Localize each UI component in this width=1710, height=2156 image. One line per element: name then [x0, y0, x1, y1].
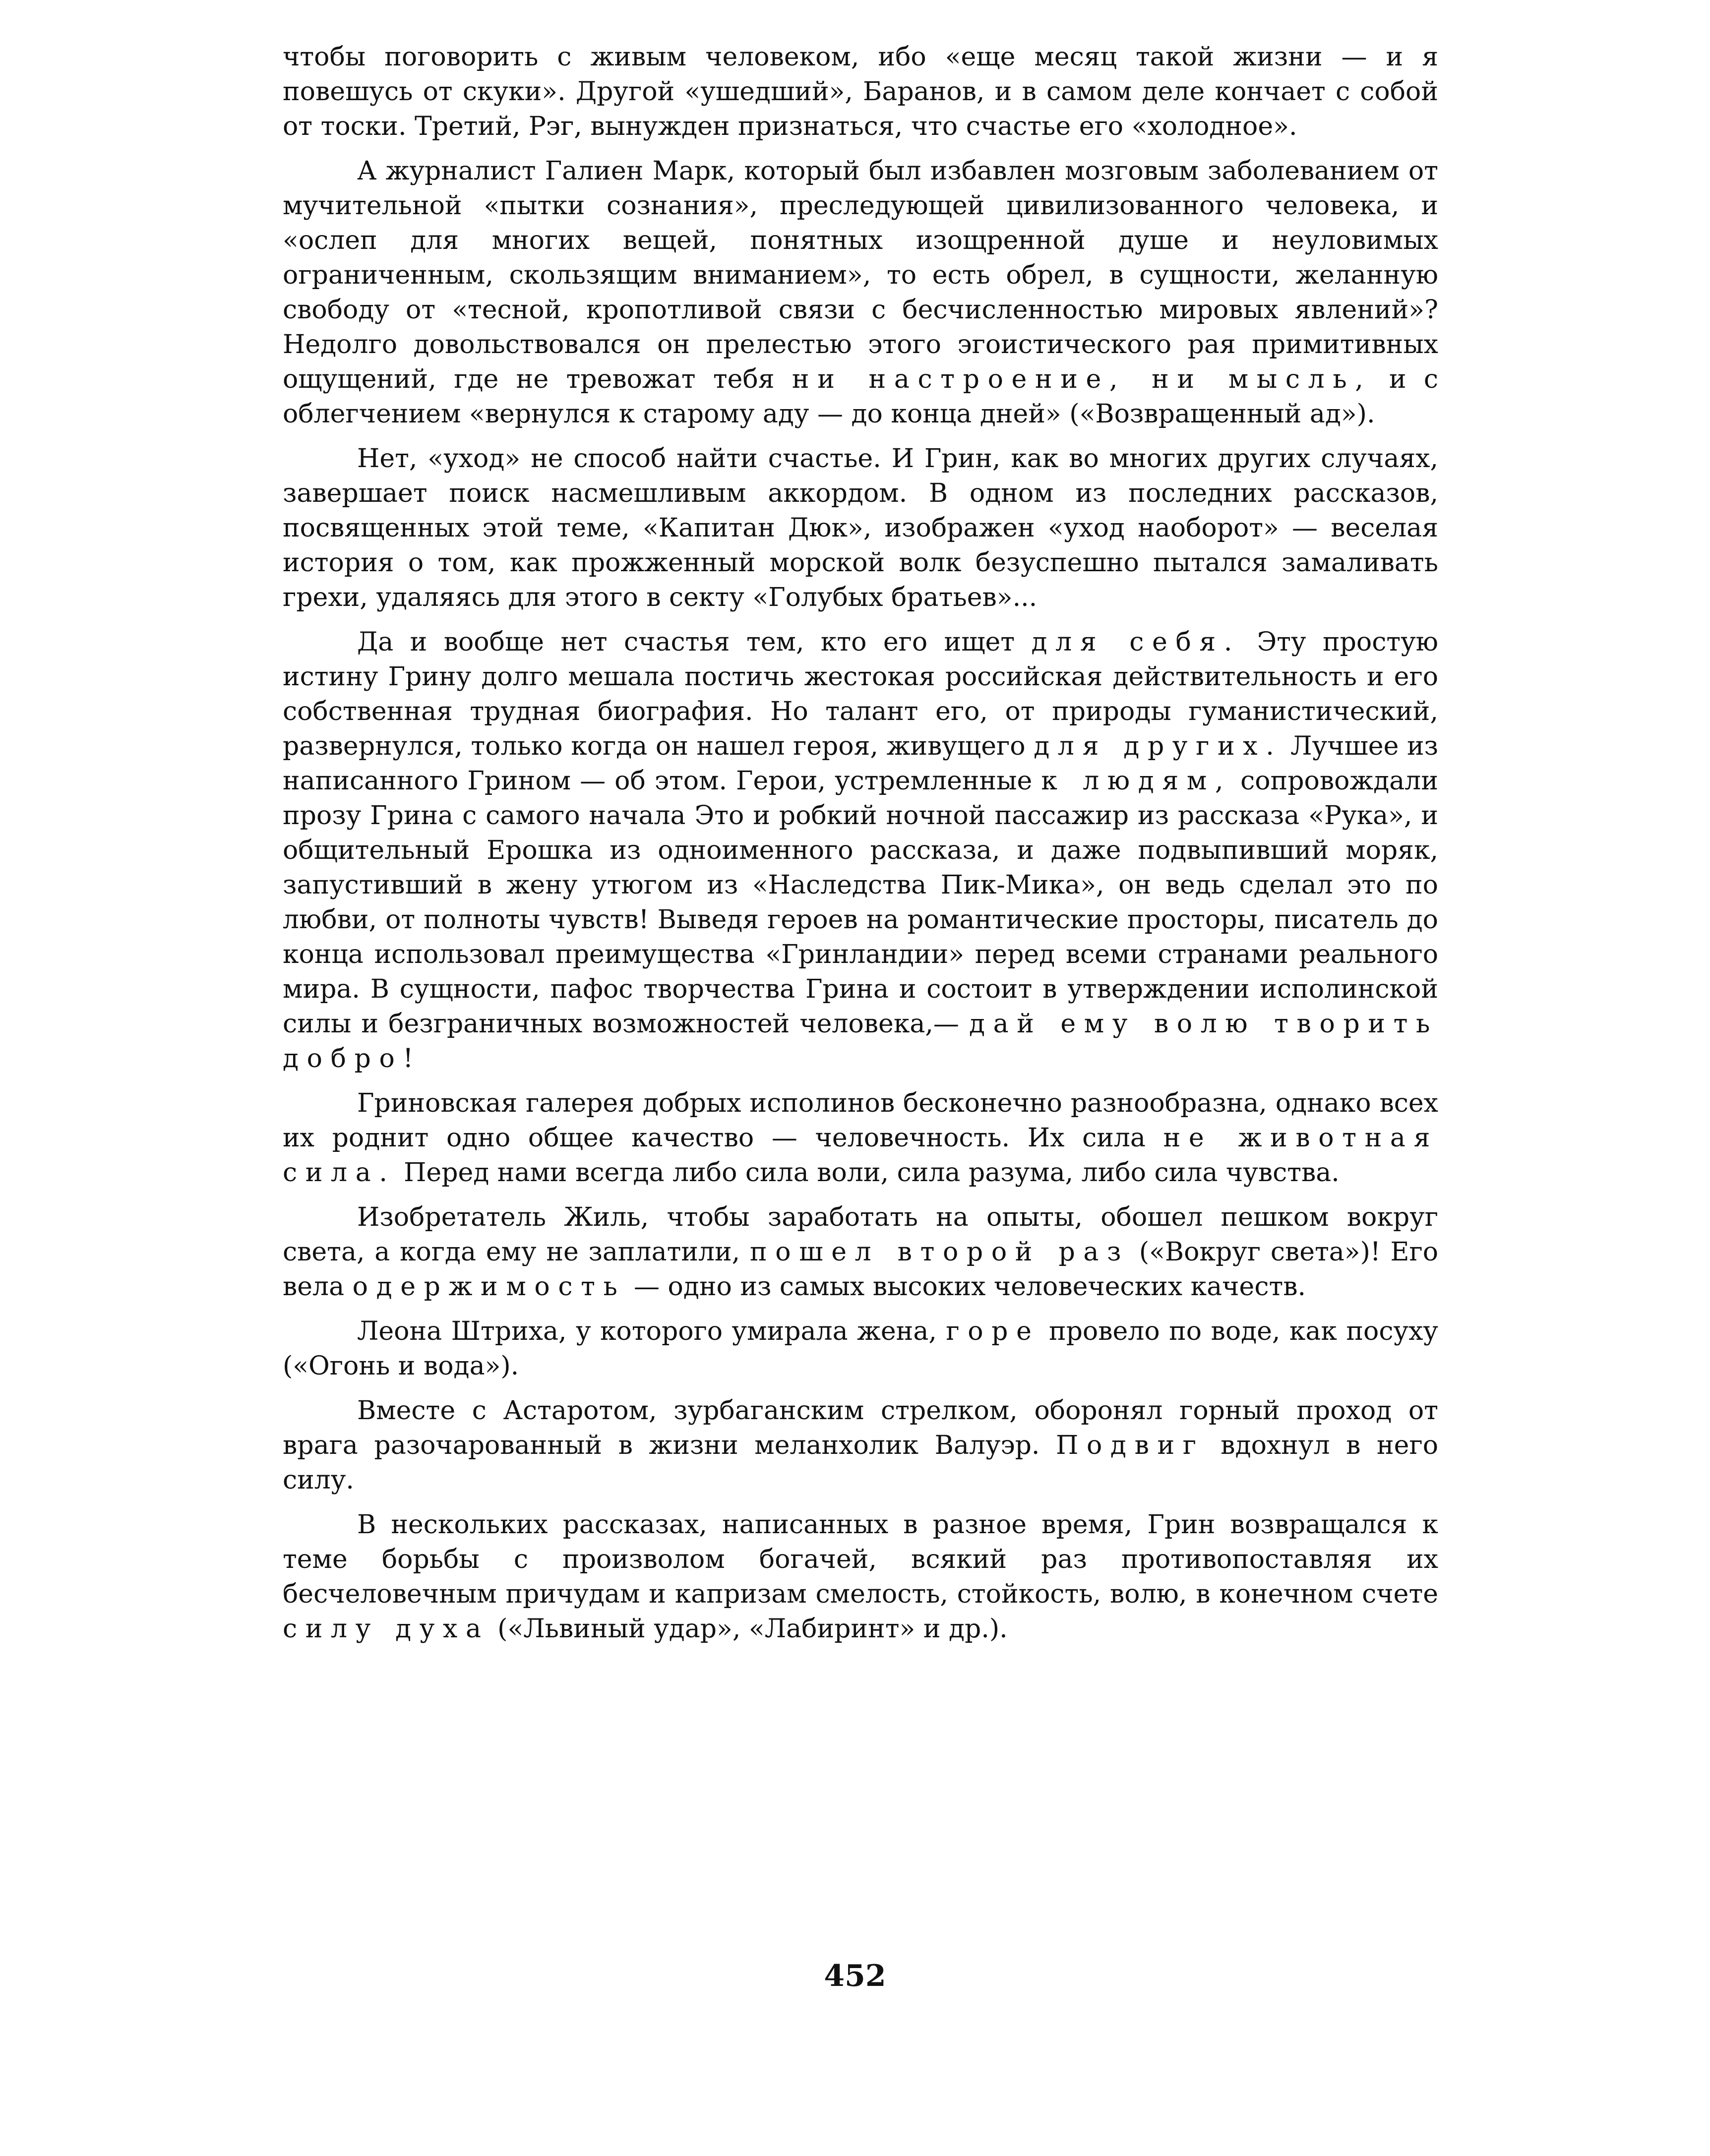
page-number: 452: [824, 1959, 886, 1993]
text-segment: Лучшее из написанного Грином — об этом. Герои, устремленные: [283, 731, 1439, 796]
text-segment: Гриновская галерея добрых исполинов бесконечно разнообразна, однако всех их роднит одно общее качество — человечность. Их сила: [283, 1088, 1438, 1153]
paragraph: [283, 154, 1438, 431]
text-segment: Перед нами всегда либо сила воли, сила разума, либо сила чувства.: [395, 1158, 1340, 1188]
emphasis-text: не животная сила.: [283, 1123, 1439, 1188]
text-segment: Леона Штриха, у которого умирала жена,: [357, 1317, 946, 1346]
paragraph: [283, 441, 1438, 615]
emphasis-text: одержимость: [352, 1272, 626, 1302]
text-segment: («Вокруг света»)! Его вела: [283, 1237, 1439, 1302]
text-segment: и с облегчением «вернулся к старому аду — до конца дней» («Возвращенный ад»).: [283, 364, 1438, 429]
emphasis-text: ни настроение, ни мысль,: [792, 364, 1372, 394]
paragraph: [283, 1086, 1438, 1190]
paragraph: [283, 625, 1438, 1076]
text-segment: Да и вообще нет счастья тем, кто его ищет: [357, 627, 1032, 657]
emphasis-text: для себя.: [1031, 627, 1241, 657]
text-segment: сопровождали прозу Грина с самого начала Это и робкий ночной пассажир из рассказа «Рука», и общительный Ерошка из одноименного рассказа, и даже подвыпивший моряк, запустивший в жену утюгом из «Наследства Пик-Мика», он ведь сделал это по любви, от полноты чувств! Выведя героев на романтические просторы, писатель до конца использовал преимущества «Гринландии» перед всеми странами реального мира. В сущности, пафос творчества Грина и состоит в утверждении исполинской силы и безграничных возможностей человека,—: [283, 766, 1438, 1039]
text-segment: вдохнул в него силу.: [283, 1431, 1438, 1495]
text-segment: — одно из самых высоких человеческих качеств.: [625, 1272, 1306, 1302]
emphasis-text: силу духа: [283, 1614, 489, 1644]
paragraph: [283, 1314, 1438, 1383]
paragraph: [283, 40, 1438, 144]
emphasis-text: к людям,: [1041, 766, 1232, 796]
emphasis-text: Подвиг: [1056, 1431, 1205, 1460]
text-segment: («Львиный удар», «Лабиринт» и др.).: [489, 1614, 1008, 1644]
text-segment: В нескольких рассказах, написанных в разное время, Грин возвращался к теме борьбы с произволом богачей, всякий раз противопоставляя их бесчеловечным причудам и капризам смелость, стойкость, волю, в конечном счете: [283, 1510, 1438, 1609]
emphasis-text: горе: [946, 1317, 1040, 1346]
text-segment: провело по воде, как посуху («Огонь и вода»).: [283, 1317, 1439, 1381]
paragraph: [283, 1393, 1438, 1497]
text-segment: Эту простую истину Грину долго мешала постичь жестокая российская действительность и его собственная трудная биография. Но талант его, от природы гуманистический, развернулся, только когда он нашел героя, живущего: [283, 627, 1438, 761]
text-segment: чтобы поговорить с живым человеком, ибо «еще месяц такой жизни — и я повешусь от скуки». Другой «ушедший», Баранов, и в самом деле кончает с собой от тоски. Третий, Рэг, вынужден признаться, что счастье его «холодное».: [283, 42, 1438, 141]
paragraph: [283, 1507, 1438, 1646]
text-segment: А журналист Галиен Марк, который был избавлен мозговым заболеванием от мучительной «пытки сознания», преследующей цивилизованного человека, и «ослеп для многих вещей, понятных изощренной душе и неуловимых ограниченным, скользящим вниманием», то есть обрел, в сущности, желанную свободу от «тесной, кропотливой связи с бесчисленностью мировых явлений»? Недолго довольствовался он прелестью этого эгоистического рая примитивных ощущений, где не тревожат тебя: [283, 156, 1438, 394]
emphasis-text: дай ему волю творить добро!: [283, 1009, 1438, 1074]
emphasis-text: для других.: [1034, 731, 1282, 761]
text-segment: Нет, «уход» не способ найти счастье. И Грин, как во многих других случаях, завершает поиск насмешливым аккордом. В одном из последних рассказов, посвященных этой теме, «Капитан Дюк», изображен «уход наоборот» — веселая история о том, как прожженный морской волк безуспешно пытался замаливать грехи, удаляясь для этого в секту «Голубых братьев»...: [283, 444, 1438, 612]
text-segment: Вместе с Астаротом, зурбаганским стрелком, оборонял горный проход от врага разочарованный в жизни меланхолик Валуэр.: [283, 1396, 1438, 1460]
page-body: [283, 40, 1438, 1656]
paragraph: [283, 1200, 1438, 1304]
emphasis-text: пошел второй раз: [749, 1237, 1130, 1267]
text-segment: Изобретатель Жиль, чтобы заработать на опыты, обошел пешком вокруг света, а когда ему не заплатили,: [283, 1202, 1438, 1267]
